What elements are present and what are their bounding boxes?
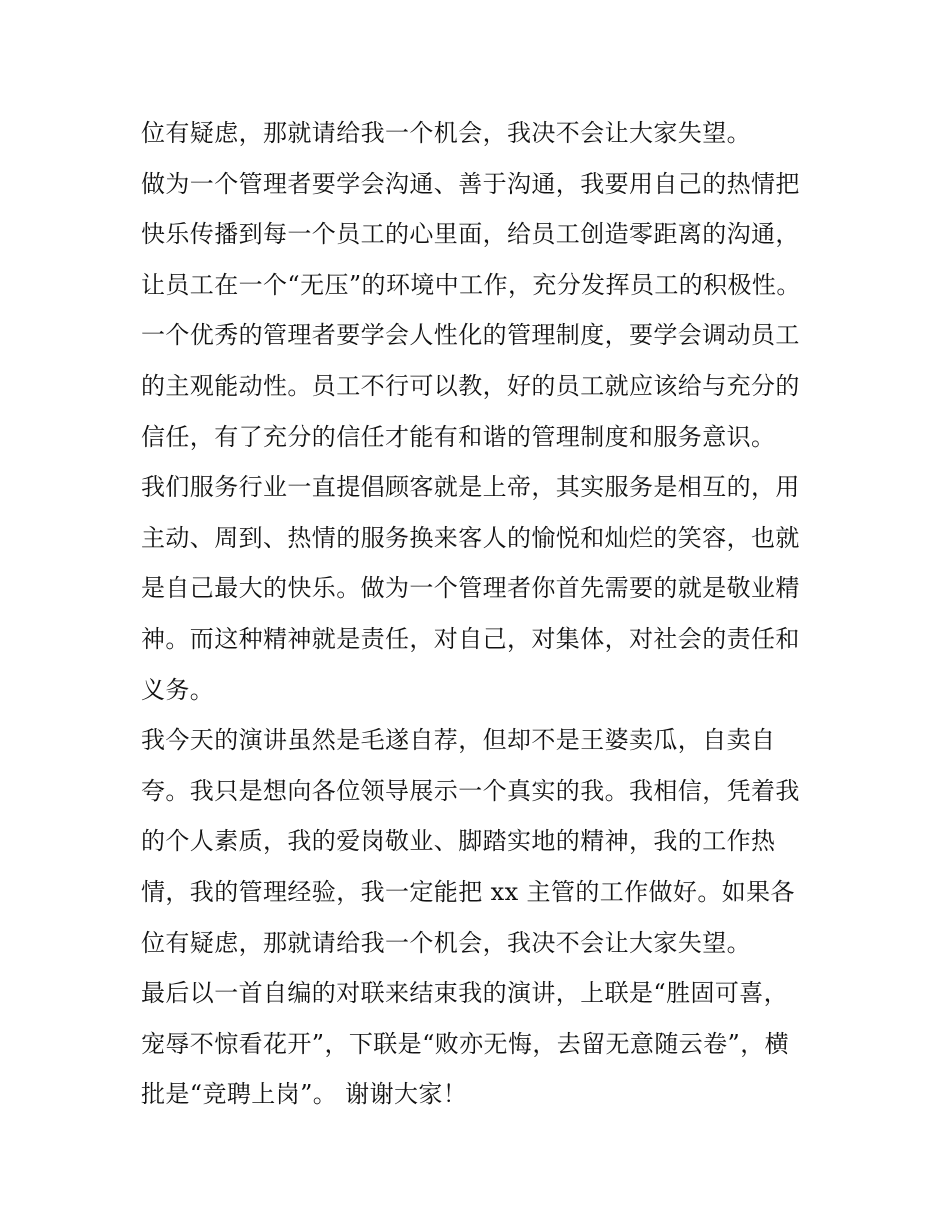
- text-line: 位有疑虑，那就请给我一个机会，我决不会让大家失望。: [141, 119, 751, 147]
- text-line: 是自己最大的快乐。做为一个管理者你首先需要的就是敬业精: [141, 574, 800, 603]
- text-line: 一个优秀的管理者要学会人性化的管理制度，要学会调动员工: [141, 321, 800, 350]
- text-line: 的个人素质，我的爱岗敬业、脚踏实地的精神，我的工作热: [141, 827, 776, 856]
- text-line: 最后以一首自编的对联来结束我的演讲，上联是“胜固可喜，: [141, 979, 789, 1008]
- text-line: 义务。: [141, 675, 215, 704]
- text-line: 位有疑虑，那就请给我一个机会，我决不会让大家失望。: [141, 928, 751, 957]
- text-line: 情，我的管理经验，我一定能把 xx 主管的工作做好。如果各: [141, 877, 795, 906]
- text-line: 批是“竞聘上岗”。 谢谢大家！: [141, 1080, 468, 1109]
- text-line: 信任，有了充分的信任才能有和谐的管理制度和服务意识。: [141, 422, 776, 451]
- text-line: 我今天的演讲虽然是毛遂自荐，但却不是王婆卖瓜，自卖自: [141, 726, 776, 755]
- text-line: 夸。我只是想向各位领导展示一个真实的我。我相信，凭着我: [141, 776, 800, 805]
- text-line: 做为一个管理者要学会沟通、善于沟通，我要用自己的热情把: [141, 169, 800, 198]
- text-line: 主动、周到、热情的服务换来客人的愉悦和灿烂的笑容，也就: [141, 523, 800, 552]
- text-line: 快乐传播到每一个员工的心里面，给员工创造零距离的沟通，: [141, 220, 800, 249]
- text-line: 让员工在一个“无压”的环境中工作，充分发挥员工的积极性。: [141, 270, 801, 299]
- text-line: 我们服务行业一直提倡顾客就是上帝，其实服务是相互的，用: [141, 473, 800, 502]
- text-line: 宠辱不惊看花开”，下联是“败亦无悔，去留无意随云卷”，横: [141, 1029, 790, 1058]
- text-line: 神。而这种精神就是责任，对自己，对集体，对社会的责任和: [141, 624, 800, 653]
- body-text: [141, 108, 821, 1120]
- text-line: 的主观能动性。员工不行可以教，好的员工就应该给与充分的: [141, 371, 800, 400]
